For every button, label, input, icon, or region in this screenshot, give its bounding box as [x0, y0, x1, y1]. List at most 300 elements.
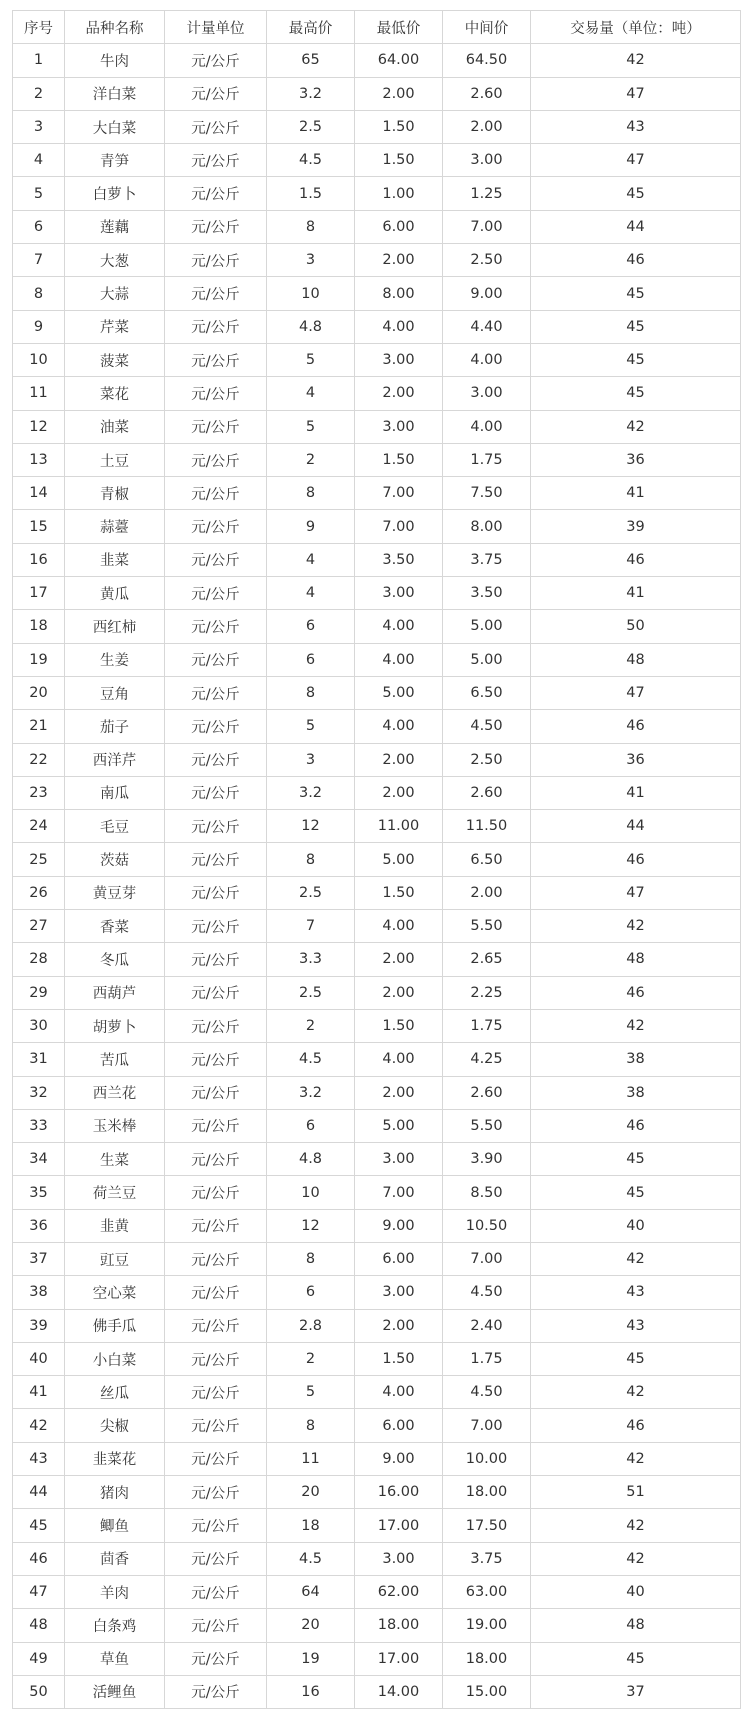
cell-index: 29	[13, 976, 65, 1009]
cell-mid-price: 2.50	[443, 743, 531, 776]
cell-volume: 46	[531, 843, 741, 876]
cell-max-price: 4.5	[267, 1043, 355, 1076]
cell-mid-price: 3.90	[443, 1143, 531, 1176]
cell-unit: 元/公斤	[165, 1309, 267, 1342]
cell-min-price: 1.50	[355, 144, 443, 177]
cell-max-price: 4.5	[267, 1542, 355, 1575]
cell-index: 7	[13, 244, 65, 277]
cell-max-price: 4.8	[267, 1143, 355, 1176]
cell-unit: 元/公斤	[165, 610, 267, 643]
cell-max-price: 4	[267, 543, 355, 576]
table-row	[13, 1009, 741, 1042]
cell-index: 40	[13, 1342, 65, 1375]
cell-index: 10	[13, 343, 65, 376]
cell-variety: 牛肉	[65, 44, 165, 77]
cell-mid-price: 2.60	[443, 776, 531, 809]
cell-index: 45	[13, 1509, 65, 1542]
cell-unit: 元/公斤	[165, 1575, 267, 1608]
cell-min-price: 2.00	[355, 743, 443, 776]
cell-index: 42	[13, 1409, 65, 1442]
cell-volume: 36	[531, 743, 741, 776]
cell-volume: 40	[531, 1575, 741, 1608]
cell-mid-price: 6.50	[443, 843, 531, 876]
cell-variety: 蒜薹	[65, 510, 165, 543]
cell-volume: 47	[531, 676, 741, 709]
cell-mid-price: 7.00	[443, 210, 531, 243]
cell-variety: 西葫芦	[65, 976, 165, 1009]
cell-unit: 元/公斤	[165, 676, 267, 709]
cell-max-price: 10	[267, 277, 355, 310]
cell-min-price: 1.50	[355, 876, 443, 909]
cell-unit: 元/公斤	[165, 343, 267, 376]
table-row	[13, 1242, 741, 1275]
cell-index: 12	[13, 410, 65, 443]
table-row	[13, 1276, 741, 1309]
cell-variety: 土豆	[65, 443, 165, 476]
cell-min-price: 6.00	[355, 1409, 443, 1442]
cell-unit: 元/公斤	[165, 1409, 267, 1442]
cell-mid-price: 4.50	[443, 1276, 531, 1309]
cell-max-price: 5	[267, 710, 355, 743]
cell-variety: 菜花	[65, 377, 165, 410]
cell-mid-price: 63.00	[443, 1575, 531, 1608]
cell-variety: 芹菜	[65, 310, 165, 343]
cell-volume: 48	[531, 943, 741, 976]
cell-min-price: 16.00	[355, 1476, 443, 1509]
cell-mid-price: 3.50	[443, 577, 531, 610]
cell-mid-price: 4.50	[443, 710, 531, 743]
cell-min-price: 17.00	[355, 1509, 443, 1542]
cell-volume: 51	[531, 1476, 741, 1509]
cell-index: 4	[13, 144, 65, 177]
cell-unit: 元/公斤	[165, 1109, 267, 1142]
cell-unit: 元/公斤	[165, 1209, 267, 1242]
cell-max-price: 2.5	[267, 976, 355, 1009]
cell-variety: 大蒜	[65, 277, 165, 310]
cell-volume: 43	[531, 110, 741, 143]
cell-min-price: 2.00	[355, 77, 443, 110]
cell-volume: 42	[531, 1242, 741, 1275]
header-volume: 交易量（单位：吨）	[531, 11, 741, 44]
cell-min-price: 4.00	[355, 710, 443, 743]
cell-min-price: 3.00	[355, 410, 443, 443]
cell-max-price: 65	[267, 44, 355, 77]
table-row	[13, 643, 741, 676]
table-row	[13, 1309, 741, 1342]
cell-variety: 羊肉	[65, 1575, 165, 1608]
cell-variety: 佛手瓜	[65, 1309, 165, 1342]
cell-index: 28	[13, 943, 65, 976]
cell-variety: 尖椒	[65, 1409, 165, 1442]
cell-variety: 白条鸡	[65, 1609, 165, 1642]
cell-volume: 46	[531, 543, 741, 576]
cell-mid-price: 7.50	[443, 477, 531, 510]
cell-variety: 胡萝卜	[65, 1009, 165, 1042]
cell-variety: 西兰花	[65, 1076, 165, 1109]
cell-unit: 元/公斤	[165, 910, 267, 943]
cell-volume: 46	[531, 710, 741, 743]
cell-variety: 青椒	[65, 477, 165, 510]
cell-unit: 元/公斤	[165, 1376, 267, 1409]
table-row	[13, 1642, 741, 1675]
cell-variety: 南瓜	[65, 776, 165, 809]
cell-mid-price: 5.00	[443, 643, 531, 676]
cell-variety: 毛豆	[65, 810, 165, 843]
cell-mid-price: 2.65	[443, 943, 531, 976]
cell-min-price: 3.00	[355, 1143, 443, 1176]
cell-variety: 大白菜	[65, 110, 165, 143]
cell-unit: 元/公斤	[165, 1609, 267, 1642]
cell-volume: 39	[531, 510, 741, 543]
cell-index: 38	[13, 1276, 65, 1309]
cell-mid-price: 4.50	[443, 1376, 531, 1409]
cell-max-price: 2	[267, 443, 355, 476]
cell-index: 8	[13, 277, 65, 310]
table-row	[13, 310, 741, 343]
cell-variety: 油菜	[65, 410, 165, 443]
table-row	[13, 943, 741, 976]
table-row	[13, 410, 741, 443]
cell-max-price: 19	[267, 1642, 355, 1675]
cell-max-price: 1.5	[267, 177, 355, 210]
cell-variety: 莲藕	[65, 210, 165, 243]
cell-unit: 元/公斤	[165, 244, 267, 277]
header-mid-price: 中间价	[443, 11, 531, 44]
cell-index: 16	[13, 543, 65, 576]
cell-volume: 42	[531, 1009, 741, 1042]
cell-unit: 元/公斤	[165, 144, 267, 177]
cell-variety: 黄瓜	[65, 577, 165, 610]
table-row	[13, 910, 741, 943]
cell-index: 26	[13, 876, 65, 909]
cell-volume: 42	[531, 410, 741, 443]
cell-variety: 韭黄	[65, 1209, 165, 1242]
cell-min-price: 3.50	[355, 543, 443, 576]
table-row	[13, 77, 741, 110]
cell-max-price: 3	[267, 244, 355, 277]
cell-index: 22	[13, 743, 65, 776]
cell-max-price: 2.5	[267, 876, 355, 909]
table-row	[13, 710, 741, 743]
cell-variety: 菠菜	[65, 343, 165, 376]
cell-mid-price: 4.25	[443, 1043, 531, 1076]
cell-max-price: 5	[267, 410, 355, 443]
cell-volume: 45	[531, 310, 741, 343]
cell-index: 46	[13, 1542, 65, 1575]
cell-min-price: 7.00	[355, 510, 443, 543]
cell-volume: 42	[531, 910, 741, 943]
cell-max-price: 10	[267, 1176, 355, 1209]
cell-volume: 45	[531, 1342, 741, 1375]
cell-index: 30	[13, 1009, 65, 1042]
cell-mid-price: 8.00	[443, 510, 531, 543]
table-row	[13, 1542, 741, 1575]
header-variety: 品种名称	[65, 11, 165, 44]
cell-volume: 45	[531, 343, 741, 376]
cell-max-price: 8	[267, 1242, 355, 1275]
cell-index: 37	[13, 1242, 65, 1275]
table-row	[13, 1675, 741, 1708]
cell-max-price: 4	[267, 577, 355, 610]
cell-index: 6	[13, 210, 65, 243]
table-row	[13, 676, 741, 709]
cell-variety: 黄豆芽	[65, 876, 165, 909]
cell-unit: 元/公斤	[165, 510, 267, 543]
cell-min-price: 1.50	[355, 443, 443, 476]
cell-unit: 元/公斤	[165, 1542, 267, 1575]
cell-min-price: 1.50	[355, 1342, 443, 1375]
cell-min-price: 9.00	[355, 1209, 443, 1242]
table-header-row	[13, 11, 741, 44]
cell-min-price: 4.00	[355, 610, 443, 643]
cell-unit: 元/公斤	[165, 410, 267, 443]
cell-index: 25	[13, 843, 65, 876]
cell-min-price: 5.00	[355, 843, 443, 876]
price-table	[12, 10, 741, 1709]
cell-variety: 茴香	[65, 1542, 165, 1575]
cell-mid-price: 1.75	[443, 1009, 531, 1042]
cell-mid-price: 18.00	[443, 1476, 531, 1509]
cell-volume: 46	[531, 976, 741, 1009]
cell-mid-price: 3.00	[443, 377, 531, 410]
cell-max-price: 12	[267, 1209, 355, 1242]
cell-volume: 42	[531, 1509, 741, 1542]
cell-variety: 豇豆	[65, 1242, 165, 1275]
cell-mid-price: 4.00	[443, 343, 531, 376]
cell-mid-price: 5.00	[443, 610, 531, 643]
cell-volume: 47	[531, 77, 741, 110]
cell-min-price: 8.00	[355, 277, 443, 310]
cell-mid-price: 3.75	[443, 1542, 531, 1575]
cell-max-price: 6	[267, 610, 355, 643]
cell-min-price: 1.50	[355, 110, 443, 143]
cell-variety: 空心菜	[65, 1276, 165, 1309]
table-row	[13, 543, 741, 576]
cell-min-price: 2.00	[355, 244, 443, 277]
cell-variety: 小白菜	[65, 1342, 165, 1375]
cell-index: 20	[13, 676, 65, 709]
cell-index: 18	[13, 610, 65, 643]
cell-unit: 元/公斤	[165, 1076, 267, 1109]
cell-unit: 元/公斤	[165, 943, 267, 976]
cell-mid-price: 5.50	[443, 1109, 531, 1142]
cell-variety: 茄子	[65, 710, 165, 743]
cell-index: 33	[13, 1109, 65, 1142]
table-row	[13, 1575, 741, 1608]
cell-max-price: 3	[267, 743, 355, 776]
cell-variety: 大葱	[65, 244, 165, 277]
cell-variety: 豆角	[65, 676, 165, 709]
cell-min-price: 17.00	[355, 1642, 443, 1675]
cell-variety: 生姜	[65, 643, 165, 676]
table-body	[13, 44, 741, 1709]
cell-index: 1	[13, 44, 65, 77]
cell-max-price: 5	[267, 343, 355, 376]
cell-mid-price: 3.75	[443, 543, 531, 576]
cell-unit: 元/公斤	[165, 377, 267, 410]
cell-unit: 元/公斤	[165, 310, 267, 343]
cell-volume: 48	[531, 643, 741, 676]
cell-unit: 元/公斤	[165, 577, 267, 610]
cell-mid-price: 4.00	[443, 410, 531, 443]
cell-unit: 元/公斤	[165, 1509, 267, 1542]
cell-volume: 47	[531, 876, 741, 909]
table-row	[13, 843, 741, 876]
cell-index: 43	[13, 1442, 65, 1475]
header-min-price: 最低价	[355, 11, 443, 44]
cell-min-price: 1.50	[355, 1009, 443, 1042]
cell-min-price: 11.00	[355, 810, 443, 843]
table-row	[13, 1043, 741, 1076]
cell-variety: 活鲤鱼	[65, 1675, 165, 1708]
cell-index: 23	[13, 776, 65, 809]
cell-unit: 元/公斤	[165, 1043, 267, 1076]
cell-unit: 元/公斤	[165, 743, 267, 776]
cell-volume: 44	[531, 210, 741, 243]
cell-max-price: 3.3	[267, 943, 355, 976]
cell-min-price: 2.00	[355, 1309, 443, 1342]
table-row	[13, 210, 741, 243]
cell-max-price: 6	[267, 1109, 355, 1142]
cell-unit: 元/公斤	[165, 1176, 267, 1209]
cell-mid-price: 2.40	[443, 1309, 531, 1342]
cell-volume: 46	[531, 1109, 741, 1142]
table-row	[13, 110, 741, 143]
cell-unit: 元/公斤	[165, 643, 267, 676]
cell-unit: 元/公斤	[165, 1276, 267, 1309]
cell-index: 19	[13, 643, 65, 676]
cell-volume: 38	[531, 1076, 741, 1109]
cell-variety: 韭菜花	[65, 1442, 165, 1475]
cell-index: 13	[13, 443, 65, 476]
cell-volume: 46	[531, 1409, 741, 1442]
cell-index: 36	[13, 1209, 65, 1242]
cell-unit: 元/公斤	[165, 277, 267, 310]
cell-min-price: 7.00	[355, 1176, 443, 1209]
cell-mid-price: 6.50	[443, 676, 531, 709]
cell-volume: 41	[531, 477, 741, 510]
cell-volume: 45	[531, 277, 741, 310]
cell-max-price: 6	[267, 643, 355, 676]
cell-unit: 元/公斤	[165, 1642, 267, 1675]
cell-variety: 荷兰豆	[65, 1176, 165, 1209]
table-row	[13, 443, 741, 476]
cell-unit: 元/公斤	[165, 810, 267, 843]
cell-min-price: 2.00	[355, 377, 443, 410]
cell-mid-price: 10.50	[443, 1209, 531, 1242]
cell-max-price: 4.8	[267, 310, 355, 343]
cell-mid-price: 2.00	[443, 876, 531, 909]
cell-min-price: 9.00	[355, 1442, 443, 1475]
cell-index: 11	[13, 377, 65, 410]
cell-index: 34	[13, 1143, 65, 1176]
cell-index: 49	[13, 1642, 65, 1675]
cell-index: 44	[13, 1476, 65, 1509]
cell-min-price: 4.00	[355, 910, 443, 943]
table-row	[13, 1376, 741, 1409]
cell-unit: 元/公斤	[165, 1442, 267, 1475]
cell-mid-price: 4.40	[443, 310, 531, 343]
cell-volume: 41	[531, 776, 741, 809]
header-unit: 计量单位	[165, 11, 267, 44]
table-row	[13, 1143, 741, 1176]
cell-unit: 元/公斤	[165, 1009, 267, 1042]
cell-mid-price: 17.50	[443, 1509, 531, 1542]
cell-max-price: 3.2	[267, 776, 355, 809]
cell-max-price: 18	[267, 1509, 355, 1542]
cell-volume: 42	[531, 44, 741, 77]
cell-variety: 丝瓜	[65, 1376, 165, 1409]
table-row	[13, 44, 741, 77]
table-row	[13, 244, 741, 277]
table-row	[13, 1442, 741, 1475]
table-row	[13, 810, 741, 843]
cell-max-price: 20	[267, 1609, 355, 1642]
cell-volume: 46	[531, 244, 741, 277]
cell-unit: 元/公斤	[165, 443, 267, 476]
table-row	[13, 1342, 741, 1375]
table-row	[13, 577, 741, 610]
cell-mid-price: 2.60	[443, 77, 531, 110]
cell-index: 9	[13, 310, 65, 343]
cell-max-price: 11	[267, 1442, 355, 1475]
cell-variety: 生菜	[65, 1143, 165, 1176]
table-row	[13, 277, 741, 310]
cell-unit: 元/公斤	[165, 976, 267, 1009]
cell-min-price: 6.00	[355, 210, 443, 243]
cell-max-price: 8	[267, 676, 355, 709]
cell-min-price: 2.00	[355, 943, 443, 976]
cell-max-price: 7	[267, 910, 355, 943]
cell-index: 27	[13, 910, 65, 943]
cell-index: 21	[13, 710, 65, 743]
cell-variety: 草鱼	[65, 1642, 165, 1675]
cell-variety: 青笋	[65, 144, 165, 177]
table-row	[13, 1076, 741, 1109]
cell-variety: 冬瓜	[65, 943, 165, 976]
cell-volume: 43	[531, 1276, 741, 1309]
cell-index: 48	[13, 1609, 65, 1642]
cell-unit: 元/公斤	[165, 1143, 267, 1176]
table-row	[13, 776, 741, 809]
cell-mid-price: 7.00	[443, 1409, 531, 1442]
cell-variety: 玉米棒	[65, 1109, 165, 1142]
cell-min-price: 2.00	[355, 976, 443, 1009]
table-row	[13, 377, 741, 410]
cell-unit: 元/公斤	[165, 1242, 267, 1275]
cell-index: 14	[13, 477, 65, 510]
cell-volume: 40	[531, 1209, 741, 1242]
table-row	[13, 1509, 741, 1542]
cell-min-price: 7.00	[355, 477, 443, 510]
cell-index: 47	[13, 1575, 65, 1608]
cell-mid-price: 9.00	[443, 277, 531, 310]
cell-mid-price: 7.00	[443, 1242, 531, 1275]
cell-variety: 西红柿	[65, 610, 165, 643]
table-row	[13, 876, 741, 909]
cell-min-price: 3.00	[355, 343, 443, 376]
cell-max-price: 8	[267, 1409, 355, 1442]
cell-variety: 茨菇	[65, 843, 165, 876]
cell-volume: 50	[531, 610, 741, 643]
table-row	[13, 1409, 741, 1442]
cell-max-price: 5	[267, 1376, 355, 1409]
cell-min-price: 14.00	[355, 1675, 443, 1708]
header-index: 序号	[13, 11, 65, 44]
cell-index: 50	[13, 1675, 65, 1708]
cell-variety: 苦瓜	[65, 1043, 165, 1076]
cell-volume: 45	[531, 1176, 741, 1209]
